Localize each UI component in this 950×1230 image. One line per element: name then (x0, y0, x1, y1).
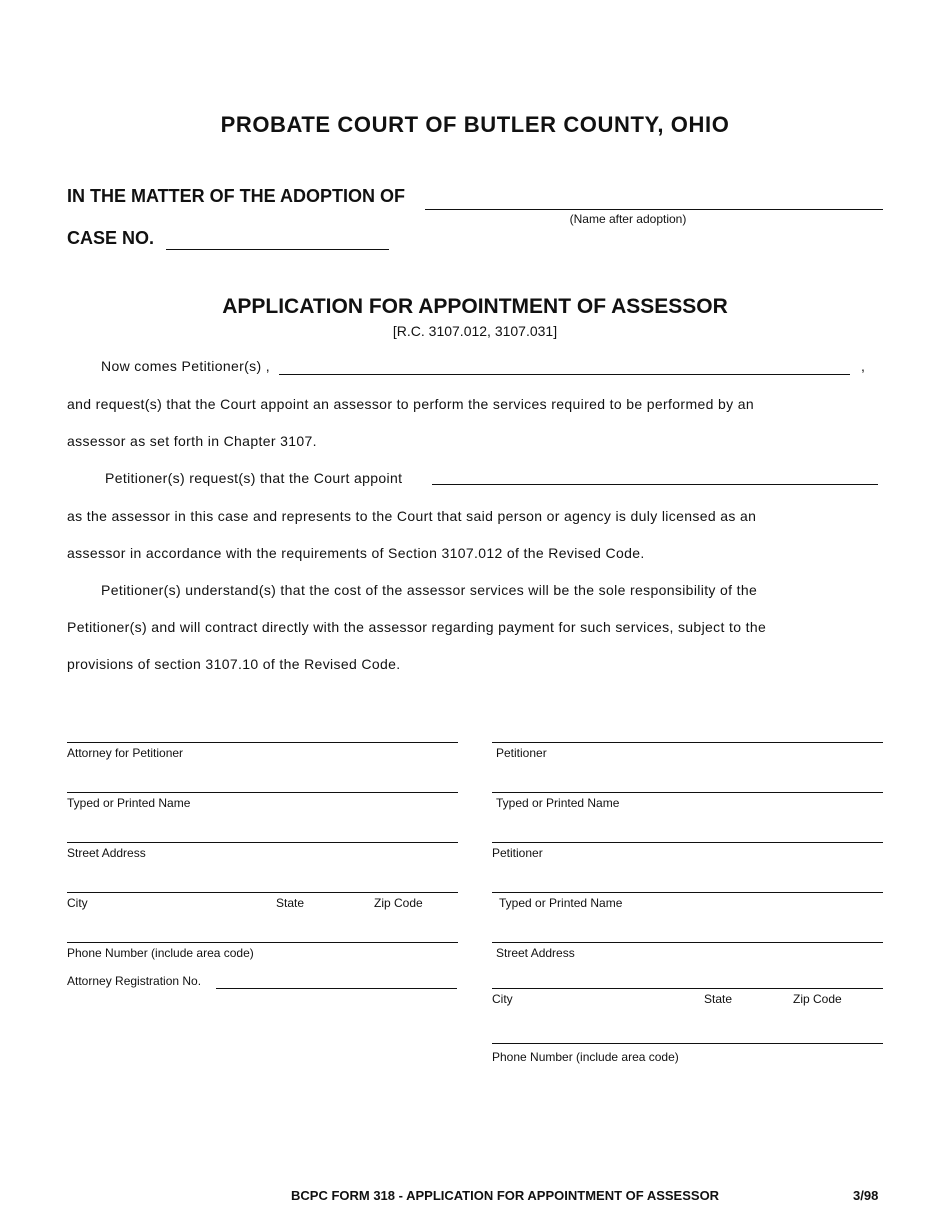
petitioner-street-label: Street Address (496, 946, 575, 960)
petitioner-phone-label: Phone Number (include area code) (492, 1050, 679, 1064)
attorney-street-line[interactable] (67, 842, 458, 843)
petitioner-city-line[interactable] (492, 988, 883, 989)
paragraph1-line3: assessor as set forth in Chapter 3107. (67, 433, 317, 449)
attorney-phone-line[interactable] (67, 942, 458, 943)
attorney-signature-line[interactable] (67, 742, 458, 743)
petitioner-street-line[interactable] (492, 942, 883, 943)
paragraph3-line2: Petitioner(s) and will contract directly with the assessor regarding payment for such services, subject to the (67, 619, 767, 635)
attorney-street-label: Street Address (67, 846, 146, 860)
attorney-state-label: State (276, 896, 305, 910)
petitioner-city-label: City (492, 992, 513, 1006)
attorney-typed-name-line[interactable] (67, 792, 458, 793)
petitioner2-typed-name-label: Typed or Printed Name (499, 896, 623, 910)
form-citation: [R.C. 3107.012, 3107.031] (392, 323, 558, 339)
attorney-zip-label: Zip Code (374, 896, 423, 910)
attorney-registration-label: Attorney Registration No. (67, 974, 202, 988)
paragraph1-line2: and request(s) that the Court appoint an assessor to perform the services required to be performed by an (67, 396, 754, 412)
paragraph3-line1: Petitioner(s) understand(s) that the cost of the assessor services will be the sole responsibility of the (101, 582, 758, 598)
petitioner-zip-label: Zip Code (793, 992, 842, 1006)
petitioner1-typed-name-label: Typed or Printed Name (496, 796, 620, 810)
adoption-caption: IN THE MATTER OF THE ADOPTION OF (67, 186, 405, 206)
attorney-city-label: City (67, 896, 88, 910)
petitioner1-typed-name-line[interactable] (492, 792, 883, 793)
attorney-typed-name-label: Typed or Printed Name (67, 796, 191, 810)
case-no-label: CASE NO. (67, 228, 155, 248)
form-title: APPLICATION FOR APPOINTMENT OF ASSESSOR (222, 295, 728, 318)
petitioner-phone-line[interactable] (492, 1043, 883, 1044)
petitioner-comma: , (861, 358, 866, 374)
paragraph2-line3: assessor in accordance with the requirements of Section 3107.012 of the Revised Code. (67, 545, 645, 561)
petitioner-name-line[interactable] (279, 374, 850, 375)
petitioner2-signature-line[interactable] (492, 842, 883, 843)
name-after-adoption-hint: (Name after adoption) (569, 212, 687, 226)
paragraph3-line3: provisions of section 3107.10 of the Revised Code. (67, 656, 401, 672)
paragraph2-line2: as the assessor in this case and represents to the Court that said person or agency is duly licensed as an (67, 508, 757, 524)
petitioner1-label: Petitioner (496, 746, 547, 760)
attorney-city-line[interactable] (67, 892, 458, 893)
court-title: PROBATE COURT OF BUTLER COUNTY, OHIO (220, 112, 730, 137)
assessor-name-line[interactable] (432, 484, 878, 485)
footer-revision: 3/98 (853, 1188, 879, 1203)
petitioner2-label: Petitioner (492, 846, 543, 860)
adoptee-name-line[interactable] (425, 209, 883, 210)
attorney-registration-line[interactable] (216, 988, 457, 989)
case-no-line[interactable] (166, 249, 389, 250)
footer-form-name: BCPC FORM 318 - APPLICATION FOR APPOINTMENT OF ASSESSOR (291, 1188, 720, 1203)
petitioner1-signature-line[interactable] (492, 742, 883, 743)
petitioner-state-label: State (704, 992, 733, 1006)
petitioner-intro: Now comes Petitioner(s) , (101, 358, 271, 374)
paragraph2-start: Petitioner(s) request(s) that the Court appoint (105, 470, 403, 486)
attorney-phone-label: Phone Number (include area code) (67, 946, 254, 960)
petitioner2-typed-name-line[interactable] (492, 892, 883, 893)
attorney-label: Attorney for Petitioner (67, 746, 184, 760)
